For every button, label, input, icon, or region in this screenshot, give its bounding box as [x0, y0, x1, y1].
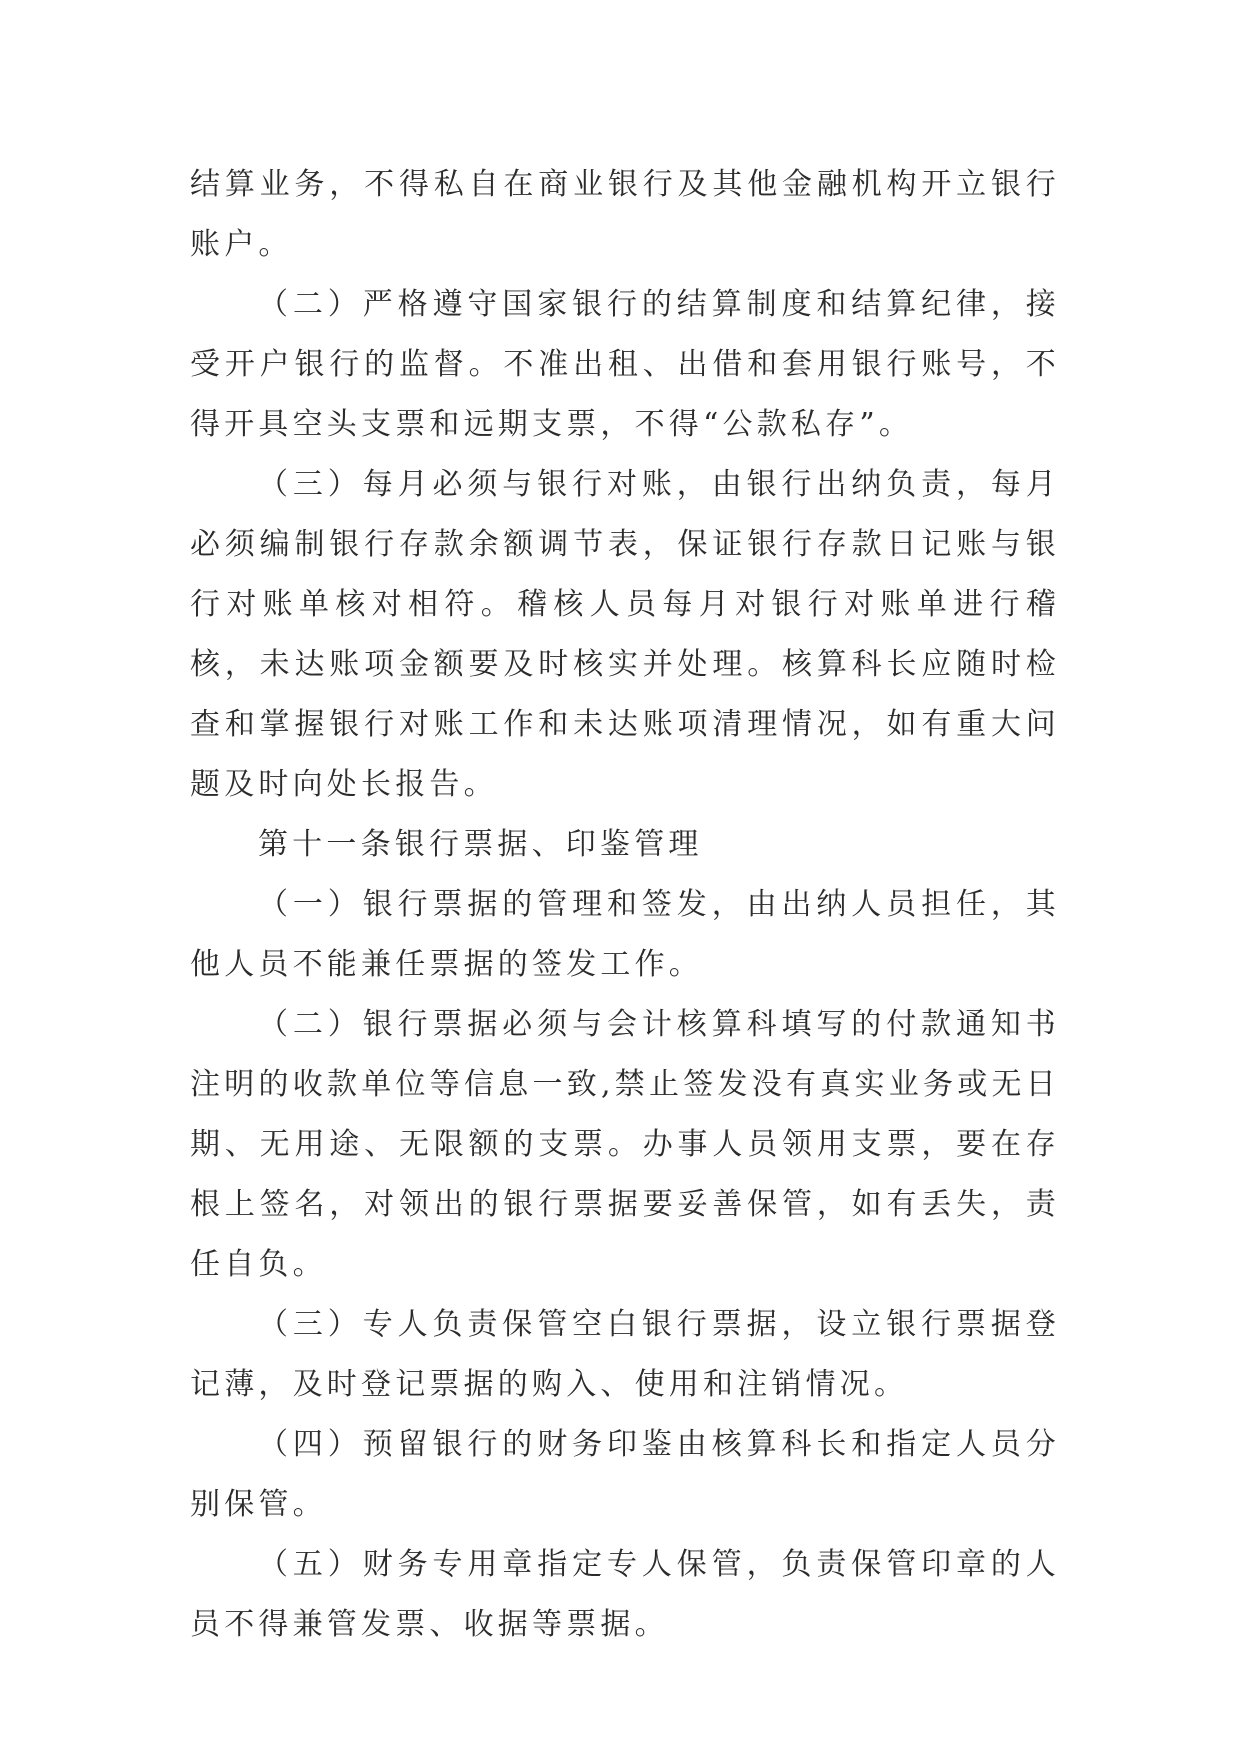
paragraph-9: （五）财务专用章指定专人保管，负责保管印章的人员不得兼管发票、收据等票据。: [190, 1547, 1060, 1642]
paragraph-6: （二）银行票据必须与会计核算科填写的付款通知书注明的收款单位等信息一致,禁止签发没有真实业务或无日期、无用途、无限额的支票。办事人员领用支票，要在存根上签名，对领出的银行票据要妥善保管，如有丢失，责任自负。: [190, 1007, 1060, 1282]
document-body: [190, 155, 1060, 1655]
paragraph-1: 结算业务，不得私自在商业银行及其他金融机构开立银行账户。: [190, 167, 1060, 262]
paragraph-3: （三）每月必须与银行对账，由银行出纳负责，每月必须编制银行存款余额调节表，保证银行存款日记账与银行对账单核对相符。稽核人员每月对银行对账单进行稽核，未达账项金额要及时核实并处理。核算科长应随时检查和掌握银行对账工作和未达账项清理情况，如有重大问题及时向处长报告。: [190, 467, 1060, 802]
paragraph-2: （二）严格遵守国家银行的结算制度和结算纪律，接受开户银行的监督。不准出租、出借和套用银行账号，不得开具空头支票和远期支票，不得“公款私存”。: [190, 287, 1060, 442]
paragraph-5: （一）银行票据的管理和签发，由出纳人员担任，其他人员不能兼任票据的签发工作。: [190, 887, 1060, 982]
paragraph-8: （四）预留银行的财务印鉴由核算科长和指定人员分别保管。: [190, 1427, 1060, 1522]
article-heading: 第十一条银行票据、印鉴管理: [258, 827, 703, 862]
paragraph-7: （三）专人负责保管空白银行票据，设立银行票据登记薄，及时登记票据的购入、使用和注销情况。: [190, 1307, 1060, 1402]
